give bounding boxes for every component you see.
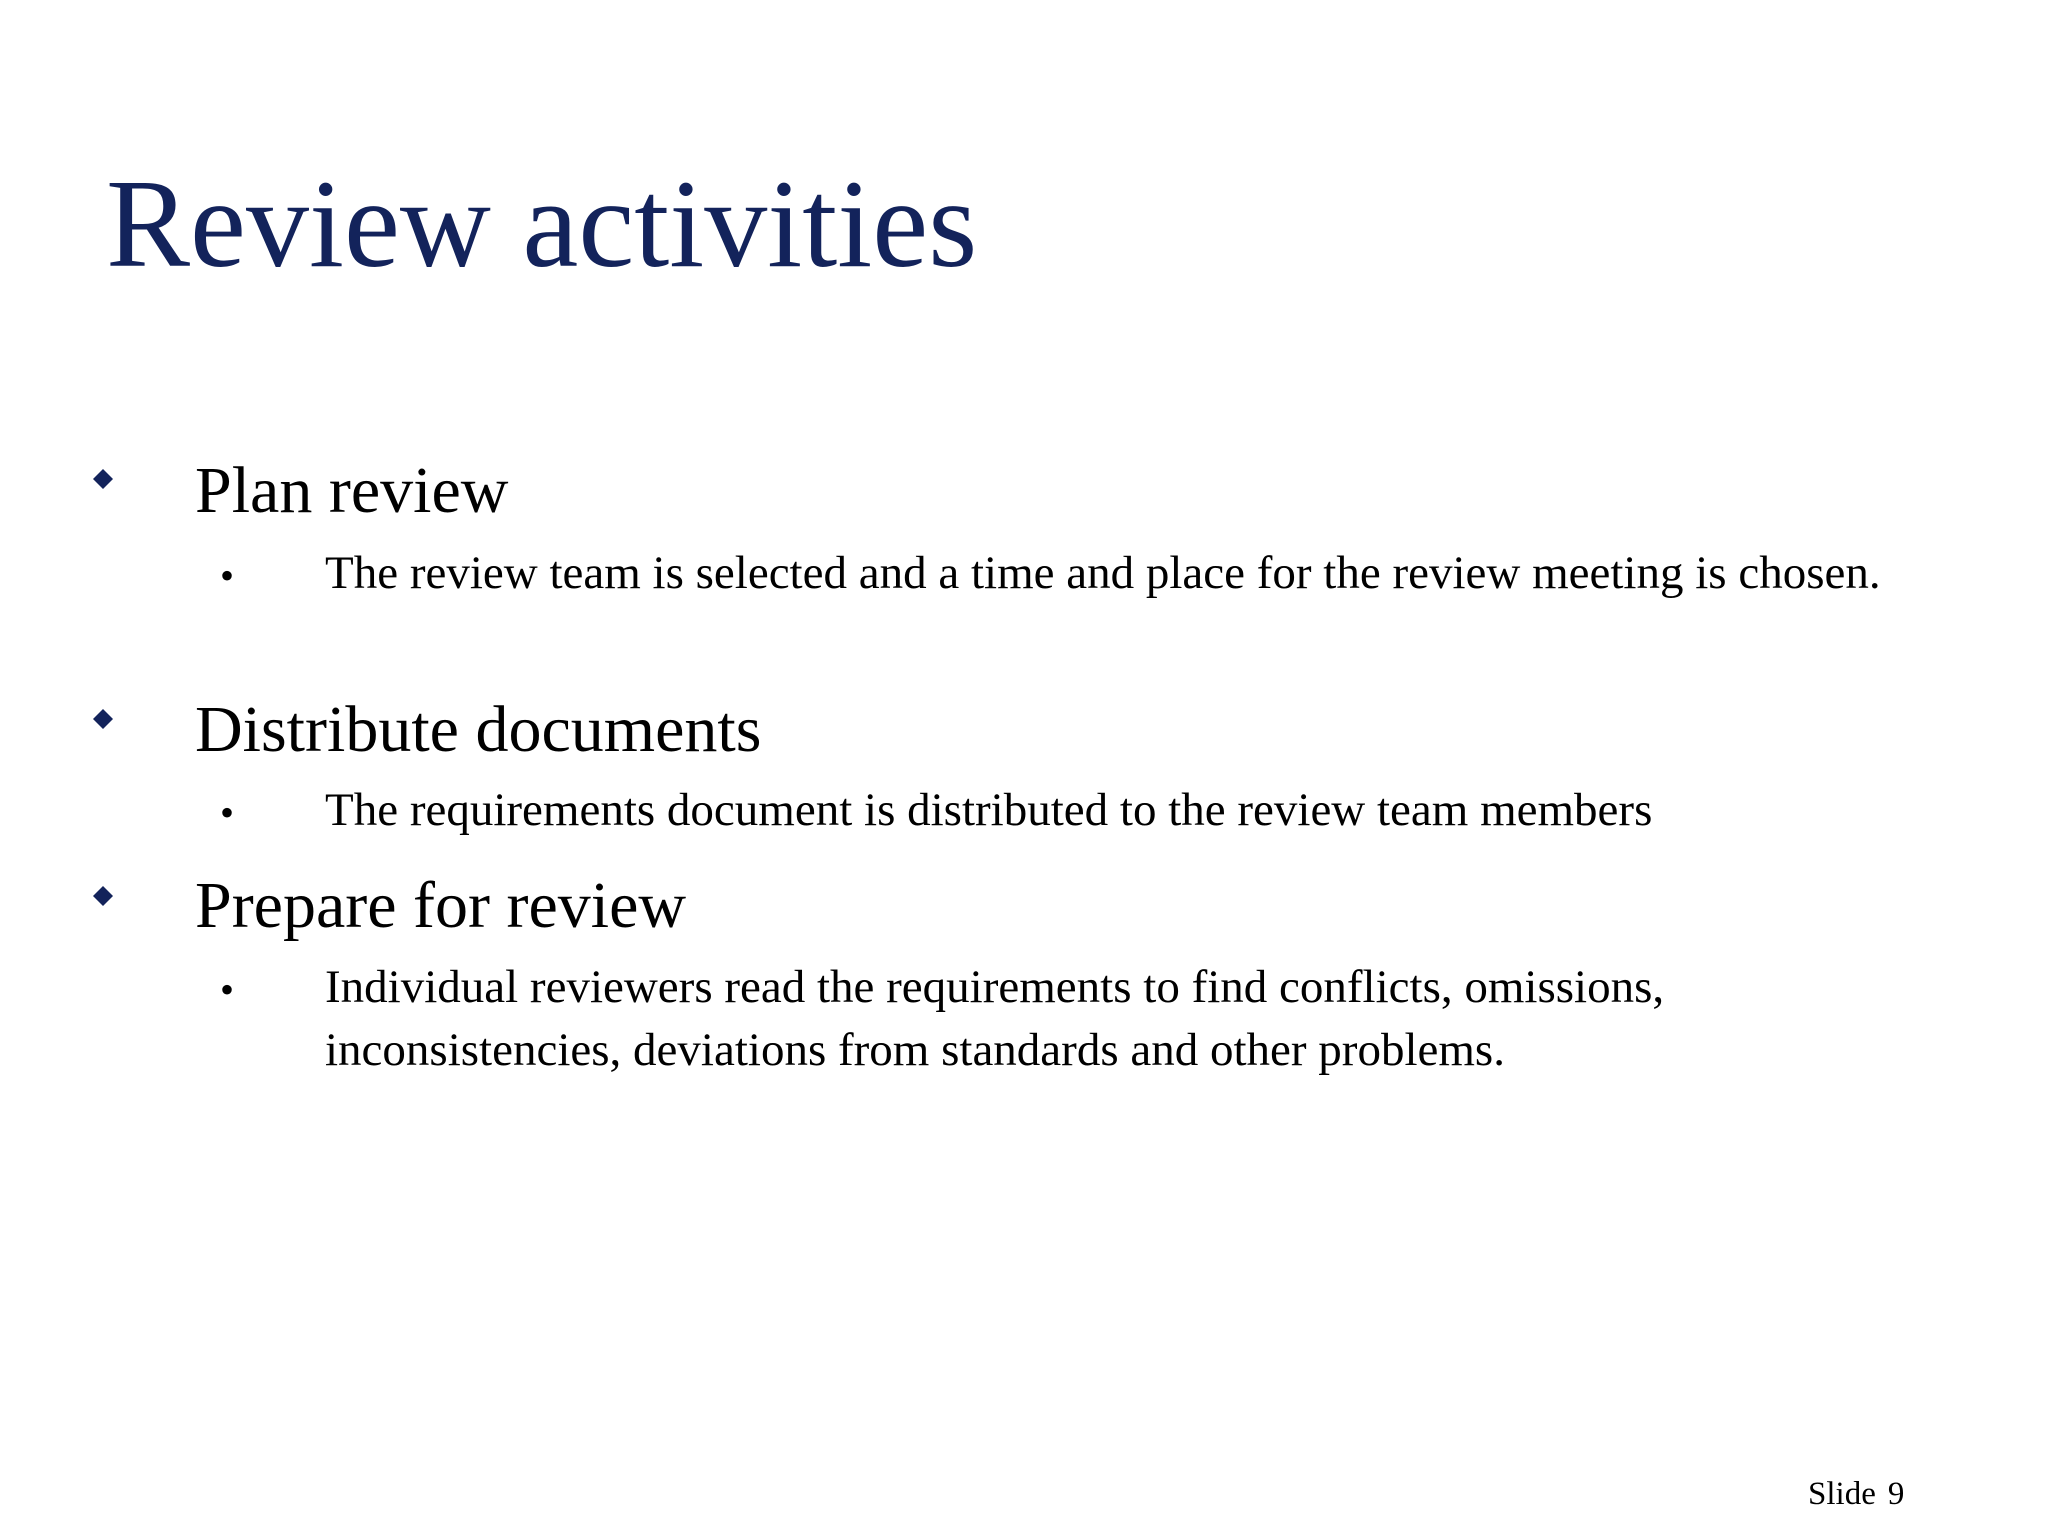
slide-number-label: Slide [1808, 1476, 1876, 1512]
bullet-detail-distribute-documents: The requirements document is distributed to the review team members [325, 784, 1653, 836]
bullet-heading-prepare-for-review: Prepare for review [195, 869, 687, 942]
dot-icon: • [220, 790, 235, 835]
slide-number-value: 9 [1887, 1476, 1905, 1512]
diamond-icon [92, 468, 114, 490]
slide-number [1808, 1478, 1904, 1511]
diamond-icon [92, 708, 114, 730]
bullet-heading-plan-review: Plan review [195, 454, 509, 527]
bullet-heading-distribute-documents: Distribute documents [195, 693, 762, 766]
diamond-icon [92, 885, 114, 907]
slide-title: Review activities [106, 155, 978, 294]
bullet-detail-plan-review: The review team is selected and a time and place for the review meeting is chosen. [325, 547, 1881, 599]
bullet-detail-prepare-for-review: Individual reviewers read the requirements to find conflicts, omissions, inconsistencies, deviations from standards and other problems. [325, 961, 1665, 1076]
dot-icon: • [220, 967, 235, 1012]
dot-icon: • [220, 553, 235, 598]
